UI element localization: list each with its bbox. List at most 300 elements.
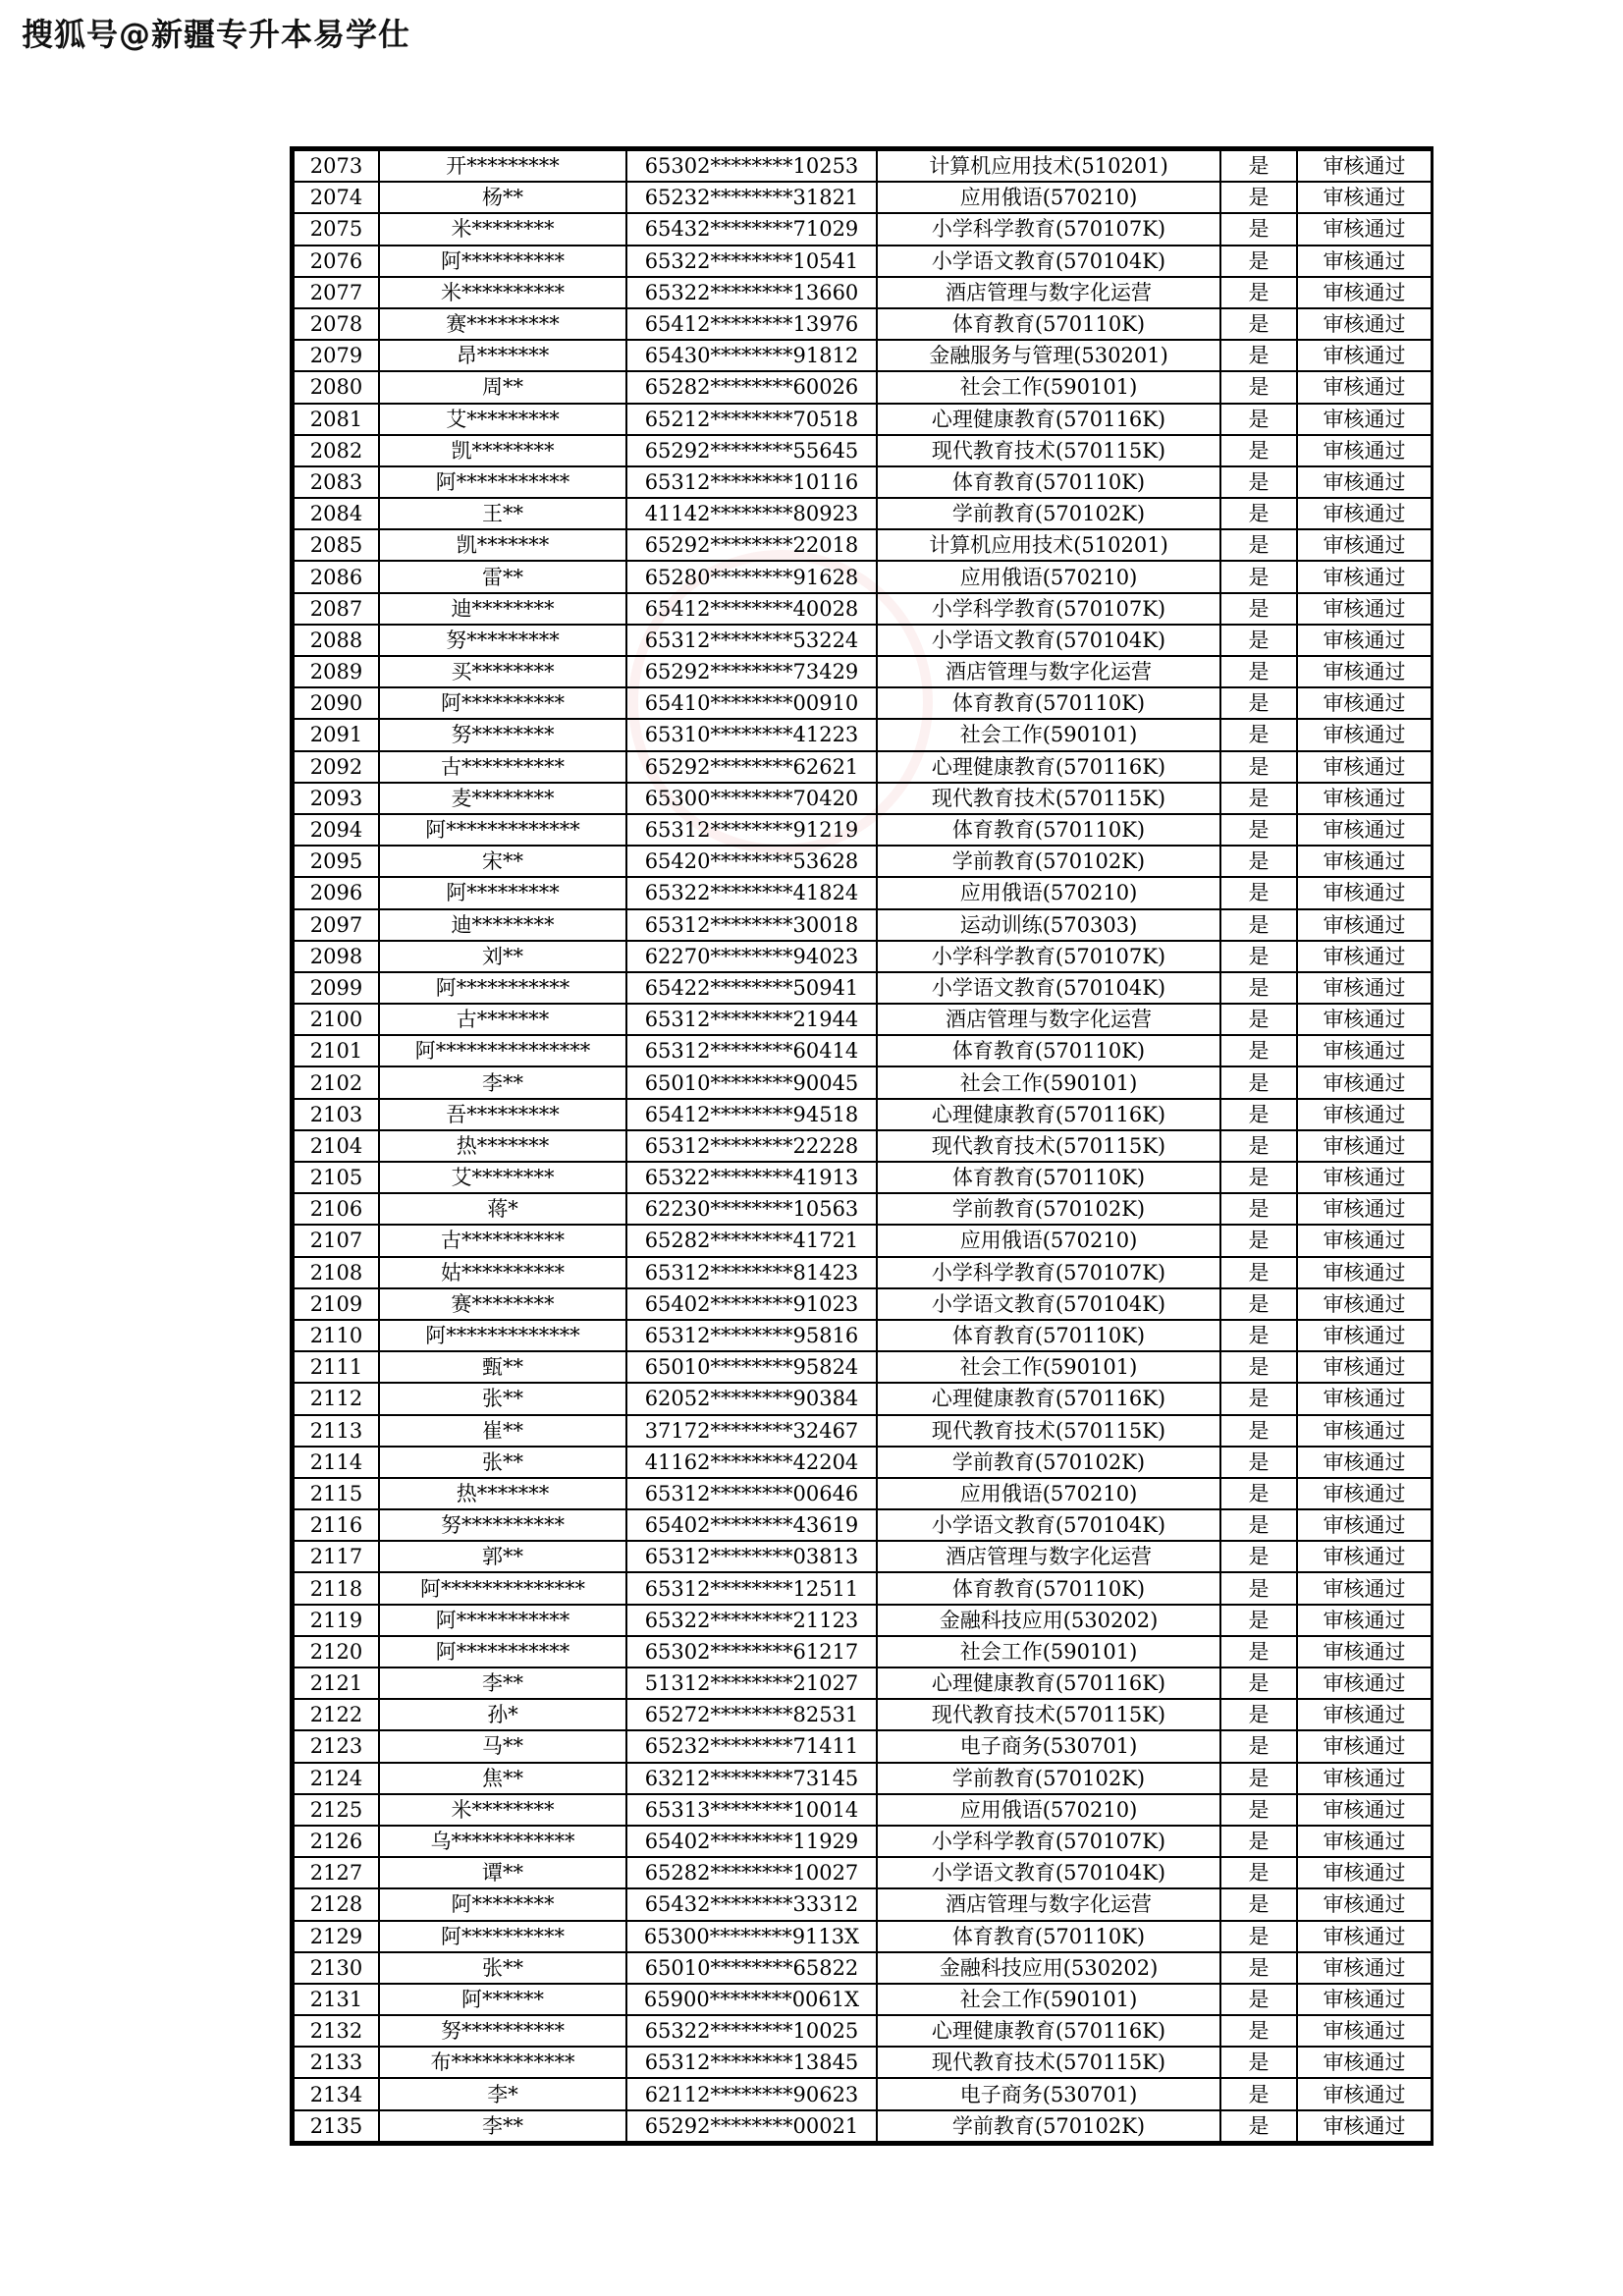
flag-cell: 是	[1220, 308, 1297, 340]
id-number-cell: 65432********33312	[626, 1888, 877, 1920]
flag-cell: 是	[1220, 1225, 1297, 1256]
table-row	[294, 246, 1432, 277]
major-cell: 酒店管理与数字化运营	[877, 656, 1220, 687]
major-cell: 体育教育(570110K)	[877, 1572, 1220, 1604]
status-cell: 审核通过	[1297, 656, 1432, 687]
status-cell: 审核通过	[1297, 1921, 1432, 1952]
id-number-cell: 65300********9113X	[626, 1921, 877, 1952]
name-cell: 张**	[379, 1383, 626, 1414]
status-cell: 审核通过	[1297, 246, 1432, 277]
flag-cell: 是	[1220, 1478, 1297, 1509]
name-cell: 张**	[379, 1952, 626, 1984]
seq-cell: 2127	[294, 1857, 379, 1888]
id-number-cell: 65312********13845	[626, 2047, 877, 2078]
flag-cell: 是	[1220, 1257, 1297, 1288]
table-row	[294, 308, 1432, 340]
flag-cell: 是	[1220, 340, 1297, 371]
seq-cell: 2121	[294, 1667, 379, 1699]
seq-cell: 2103	[294, 1099, 379, 1130]
flag-cell: 是	[1220, 719, 1297, 750]
name-cell: 王**	[379, 498, 626, 529]
seq-cell: 2082	[294, 435, 379, 466]
flag-cell: 是	[1220, 1605, 1297, 1636]
name-cell: 艾********	[379, 1162, 626, 1193]
table-row	[294, 1699, 1432, 1730]
seq-cell: 2122	[294, 1699, 379, 1730]
status-cell: 审核通过	[1297, 1478, 1432, 1509]
seq-cell: 2076	[294, 246, 379, 277]
major-cell: 运动训练(570303)	[877, 909, 1220, 941]
major-cell: 社会工作(590101)	[877, 719, 1220, 750]
status-cell: 审核通过	[1297, 783, 1432, 814]
status-cell: 审核通过	[1297, 2078, 1432, 2109]
name-cell: 艾*********	[379, 404, 626, 435]
name-cell: 张**	[379, 1447, 626, 1478]
flag-cell: 是	[1220, 1130, 1297, 1162]
id-number-cell: 65900********0061X	[626, 1984, 877, 2015]
seq-cell: 2073	[294, 150, 379, 182]
id-number-cell: 65312********30018	[626, 909, 877, 941]
major-cell: 酒店管理与数字化运营	[877, 1888, 1220, 1920]
id-number-cell: 51312********21027	[626, 1667, 877, 1699]
id-number-cell: 65280********91628	[626, 561, 877, 592]
major-cell: 应用俄语(570210)	[877, 1478, 1220, 1509]
major-cell: 体育教育(570110K)	[877, 1320, 1220, 1351]
name-cell: 崔**	[379, 1415, 626, 1447]
id-number-cell: 65292********62621	[626, 751, 877, 783]
id-number-cell: 65300********70420	[626, 783, 877, 814]
flag-cell: 是	[1220, 1320, 1297, 1351]
status-cell: 审核通过	[1297, 213, 1432, 245]
seq-cell: 2104	[294, 1130, 379, 1162]
table-row	[294, 1415, 1432, 1447]
flag-cell: 是	[1220, 1099, 1297, 1130]
major-cell: 社会工作(590101)	[877, 1636, 1220, 1667]
seq-cell: 2120	[294, 1636, 379, 1667]
status-cell: 审核通过	[1297, 1541, 1432, 1572]
id-number-cell: 65292********00021	[626, 2110, 877, 2142]
status-cell: 审核通过	[1297, 1572, 1432, 1604]
table-row	[294, 972, 1432, 1004]
flag-cell: 是	[1220, 1921, 1297, 1952]
name-cell: 郭**	[379, 1541, 626, 1572]
seq-cell: 2081	[294, 404, 379, 435]
name-cell: 阿********	[379, 1888, 626, 1920]
id-number-cell: 65312********12511	[626, 1572, 877, 1604]
name-cell: 阿*************	[379, 1320, 626, 1351]
name-cell: 赛*********	[379, 308, 626, 340]
id-number-cell: 65322********41824	[626, 877, 877, 908]
status-cell: 审核通过	[1297, 1193, 1432, 1225]
name-cell: 迪********	[379, 909, 626, 941]
table-row	[294, 687, 1432, 719]
seq-cell: 2110	[294, 1320, 379, 1351]
table-row	[294, 1636, 1432, 1667]
flag-cell: 是	[1220, 1699, 1297, 1730]
seq-cell: 2085	[294, 529, 379, 561]
status-cell: 审核通过	[1297, 1888, 1432, 1920]
status-cell: 审核通过	[1297, 2015, 1432, 2047]
flag-cell: 是	[1220, 2078, 1297, 2109]
seq-cell: 2078	[294, 308, 379, 340]
major-cell: 现代教育技术(570115K)	[877, 435, 1220, 466]
status-cell: 审核通过	[1297, 561, 1432, 592]
flag-cell: 是	[1220, 1857, 1297, 1888]
id-number-cell: 65402********11929	[626, 1826, 877, 1857]
flag-cell: 是	[1220, 1509, 1297, 1541]
major-cell: 小学语文教育(570104K)	[877, 1857, 1220, 1888]
flag-cell: 是	[1220, 404, 1297, 435]
major-cell: 小学科学教育(570107K)	[877, 1257, 1220, 1288]
flag-cell: 是	[1220, 877, 1297, 908]
id-number-cell: 62112********90623	[626, 2078, 877, 2109]
status-cell: 审核通过	[1297, 719, 1432, 750]
status-cell: 审核通过	[1297, 2110, 1432, 2142]
major-cell: 小学科学教育(570107K)	[877, 941, 1220, 972]
major-cell: 计算机应用技术(510201)	[877, 150, 1220, 182]
table-row	[294, 1130, 1432, 1162]
table-row	[294, 435, 1432, 466]
name-cell: 开*********	[379, 150, 626, 182]
major-cell: 学前教育(570102K)	[877, 1447, 1220, 1478]
flag-cell: 是	[1220, 1763, 1297, 1794]
table-row	[294, 719, 1432, 750]
status-cell: 审核通过	[1297, 1415, 1432, 1447]
name-cell: 努*********	[379, 625, 626, 656]
flag-cell: 是	[1220, 561, 1297, 592]
table-row	[294, 751, 1432, 783]
flag-cell: 是	[1220, 1572, 1297, 1604]
name-cell: 古*******	[379, 1004, 626, 1035]
seq-cell: 2091	[294, 719, 379, 750]
major-cell: 体育教育(570110K)	[877, 466, 1220, 498]
flag-cell: 是	[1220, 909, 1297, 941]
major-cell: 金融科技应用(530202)	[877, 1952, 1220, 1984]
name-cell: 阿***************	[379, 1035, 626, 1066]
flag-cell: 是	[1220, 751, 1297, 783]
seq-cell: 2105	[294, 1162, 379, 1193]
table-row	[294, 1667, 1432, 1699]
flag-cell: 是	[1220, 625, 1297, 656]
table-body	[294, 150, 1432, 2142]
name-cell: 阿**********	[379, 1921, 626, 1952]
seq-cell: 2111	[294, 1351, 379, 1383]
id-number-cell: 65312********91219	[626, 814, 877, 846]
name-cell: 阿*************	[379, 814, 626, 846]
major-cell: 体育教育(570110K)	[877, 1035, 1220, 1066]
flag-cell: 是	[1220, 1826, 1297, 1857]
table-row	[294, 1509, 1432, 1541]
id-number-cell: 65312********03813	[626, 1541, 877, 1572]
id-number-cell: 65282********10027	[626, 1857, 877, 1888]
major-cell: 小学科学教育(570107K)	[877, 213, 1220, 245]
name-cell: 乌************	[379, 1826, 626, 1857]
major-cell: 社会工作(590101)	[877, 1351, 1220, 1383]
major-cell: 心理健康教育(570116K)	[877, 1099, 1220, 1130]
table-row	[294, 1952, 1432, 1984]
seq-cell: 2108	[294, 1257, 379, 1288]
name-cell: 阿**********	[379, 687, 626, 719]
flag-cell: 是	[1220, 1447, 1297, 1478]
flag-cell: 是	[1220, 1952, 1297, 1984]
major-cell: 学前教育(570102K)	[877, 2110, 1220, 2142]
table-row	[294, 1794, 1432, 1826]
major-cell: 电子商务(530701)	[877, 1730, 1220, 1762]
id-number-cell: 41142********80923	[626, 498, 877, 529]
status-cell: 审核通过	[1297, 1763, 1432, 1794]
flag-cell: 是	[1220, 1004, 1297, 1035]
id-number-cell: 65322********21123	[626, 1605, 877, 1636]
flag-cell: 是	[1220, 2015, 1297, 2047]
id-number-cell: 62270********94023	[626, 941, 877, 972]
flag-cell: 是	[1220, 2110, 1297, 2142]
seq-cell: 2079	[294, 340, 379, 371]
id-number-cell: 65422********50941	[626, 972, 877, 1004]
table-row	[294, 277, 1432, 308]
status-cell: 审核通过	[1297, 182, 1432, 213]
table-row	[294, 1383, 1432, 1414]
major-cell: 酒店管理与数字化运营	[877, 1541, 1220, 1572]
table-row	[294, 371, 1432, 403]
status-cell: 审核通过	[1297, 1320, 1432, 1351]
seq-cell: 2131	[294, 1984, 379, 2015]
id-number-cell: 65232********71411	[626, 1730, 877, 1762]
id-number-cell: 65312********53224	[626, 625, 877, 656]
major-cell: 心理健康教育(570116K)	[877, 751, 1220, 783]
seq-cell: 2094	[294, 814, 379, 846]
major-cell: 应用俄语(570210)	[877, 182, 1220, 213]
name-cell: 凯********	[379, 435, 626, 466]
major-cell: 酒店管理与数字化运营	[877, 277, 1220, 308]
status-cell: 审核通过	[1297, 1447, 1432, 1478]
table-row	[294, 498, 1432, 529]
flag-cell: 是	[1220, 1415, 1297, 1447]
seq-cell: 2128	[294, 1888, 379, 1920]
name-cell: 阿******	[379, 1984, 626, 2015]
name-cell: 阿***********	[379, 972, 626, 1004]
major-cell: 学前教育(570102K)	[877, 846, 1220, 877]
seq-cell: 2080	[294, 371, 379, 403]
major-cell: 心理健康教育(570116K)	[877, 1383, 1220, 1414]
major-cell: 体育教育(570110K)	[877, 1921, 1220, 1952]
table-row	[294, 1826, 1432, 1857]
seq-cell: 2125	[294, 1794, 379, 1826]
id-number-cell: 65312********22228	[626, 1130, 877, 1162]
table-row	[294, 909, 1432, 941]
id-number-cell: 65322********13660	[626, 277, 877, 308]
seq-cell: 2126	[294, 1826, 379, 1857]
major-cell: 社会工作(590101)	[877, 371, 1220, 403]
id-number-cell: 65322********41913	[626, 1162, 877, 1193]
flag-cell: 是	[1220, 1730, 1297, 1762]
table-row	[294, 213, 1432, 245]
major-cell: 心理健康教育(570116K)	[877, 1667, 1220, 1699]
status-cell: 审核通过	[1297, 1004, 1432, 1035]
status-cell: 审核通过	[1297, 1225, 1432, 1256]
name-cell: 吾*********	[379, 1099, 626, 1130]
name-cell: 阿***********	[379, 1636, 626, 1667]
flag-cell: 是	[1220, 1984, 1297, 2015]
name-cell: 赛********	[379, 1288, 626, 1320]
flag-cell: 是	[1220, 498, 1297, 529]
major-cell: 小学语文教育(570104K)	[877, 972, 1220, 1004]
seq-cell: 2114	[294, 1447, 379, 1478]
major-cell: 应用俄语(570210)	[877, 877, 1220, 908]
major-cell: 学前教育(570102K)	[877, 498, 1220, 529]
major-cell: 社会工作(590101)	[877, 1984, 1220, 2015]
seq-cell: 2107	[294, 1225, 379, 1256]
flag-cell: 是	[1220, 435, 1297, 466]
major-cell: 现代教育技术(570115K)	[877, 2047, 1220, 2078]
seq-cell: 2119	[294, 1605, 379, 1636]
flag-cell: 是	[1220, 246, 1297, 277]
name-cell: 蒋*	[379, 1193, 626, 1225]
id-number-cell: 65313********10014	[626, 1794, 877, 1826]
id-number-cell: 65322********10541	[626, 246, 877, 277]
seq-cell: 2118	[294, 1572, 379, 1604]
status-cell: 审核通过	[1297, 877, 1432, 908]
status-cell: 审核通过	[1297, 1257, 1432, 1288]
table-row	[294, 1888, 1432, 1920]
id-number-cell: 65232********31821	[626, 182, 877, 213]
table-row	[294, 1447, 1432, 1478]
source-watermark: 搜狐号@新疆专升本易学仕	[22, 16, 411, 53]
table-row	[294, 1605, 1432, 1636]
table-row	[294, 1857, 1432, 1888]
table-row	[294, 1257, 1432, 1288]
status-cell: 审核通过	[1297, 529, 1432, 561]
status-cell: 审核通过	[1297, 1857, 1432, 1888]
id-number-cell: 65272********82531	[626, 1699, 877, 1730]
id-number-cell: 65402********43619	[626, 1509, 877, 1541]
id-number-cell: 65410********00910	[626, 687, 877, 719]
seq-cell: 2124	[294, 1763, 379, 1794]
status-cell: 审核通过	[1297, 1509, 1432, 1541]
status-cell: 审核通过	[1297, 972, 1432, 1004]
status-cell: 审核通过	[1297, 1667, 1432, 1699]
table-row	[294, 656, 1432, 687]
seq-cell: 2093	[294, 783, 379, 814]
table-row	[294, 150, 1432, 182]
id-number-cell: 65292********22018	[626, 529, 877, 561]
table-row	[294, 1288, 1432, 1320]
flag-cell: 是	[1220, 687, 1297, 719]
major-cell: 小学科学教育(570107K)	[877, 593, 1220, 625]
seq-cell: 2100	[294, 1004, 379, 1035]
name-cell: 阿**********	[379, 246, 626, 277]
seq-cell: 2134	[294, 2078, 379, 2109]
table-row	[294, 593, 1432, 625]
major-cell: 计算机应用技术(510201)	[877, 529, 1220, 561]
status-cell: 审核通过	[1297, 1730, 1432, 1762]
name-cell: 米********	[379, 213, 626, 245]
table-row	[294, 1984, 1432, 2015]
major-cell: 体育教育(570110K)	[877, 687, 1220, 719]
name-cell: 古**********	[379, 751, 626, 783]
id-number-cell: 65310********41223	[626, 719, 877, 750]
name-cell: 热*******	[379, 1130, 626, 1162]
flag-cell: 是	[1220, 814, 1297, 846]
table-row	[294, 1921, 1432, 1952]
status-cell: 审核通过	[1297, 1099, 1432, 1130]
id-number-cell: 65282********60026	[626, 371, 877, 403]
major-cell: 应用俄语(570210)	[877, 1794, 1220, 1826]
table-row	[294, 783, 1432, 814]
flag-cell: 是	[1220, 150, 1297, 182]
table-row	[294, 1730, 1432, 1762]
table-row	[294, 1099, 1432, 1130]
flag-cell: 是	[1220, 593, 1297, 625]
status-cell: 审核通过	[1297, 941, 1432, 972]
table-row	[294, 2047, 1432, 2078]
id-number-cell: 65212********70518	[626, 404, 877, 435]
name-cell: 李**	[379, 2110, 626, 2142]
name-cell: 阿***********	[379, 466, 626, 498]
name-cell: 米**********	[379, 277, 626, 308]
seq-cell: 2113	[294, 1415, 379, 1447]
name-cell: 宋**	[379, 846, 626, 877]
status-cell: 审核通过	[1297, 1605, 1432, 1636]
seq-cell: 2089	[294, 656, 379, 687]
seq-cell: 2077	[294, 277, 379, 308]
id-number-cell: 62230********10563	[626, 1193, 877, 1225]
status-cell: 审核通过	[1297, 846, 1432, 877]
seq-cell: 2133	[294, 2047, 379, 2078]
flag-cell: 是	[1220, 1667, 1297, 1699]
approval-table	[290, 146, 1434, 2146]
flag-cell: 是	[1220, 783, 1297, 814]
name-cell: 雷**	[379, 561, 626, 592]
major-cell: 应用俄语(570210)	[877, 561, 1220, 592]
flag-cell: 是	[1220, 1383, 1297, 1414]
major-cell: 心理健康教育(570116K)	[877, 2015, 1220, 2047]
seq-cell: 2109	[294, 1288, 379, 1320]
table-row	[294, 2078, 1432, 2109]
seq-cell: 2135	[294, 2110, 379, 2142]
id-number-cell: 65322********10025	[626, 2015, 877, 2047]
major-cell: 小学语文教育(570104K)	[877, 1288, 1220, 1320]
seq-cell: 2088	[294, 625, 379, 656]
id-number-cell: 65420********53628	[626, 846, 877, 877]
status-cell: 审核通过	[1297, 466, 1432, 498]
status-cell: 审核通过	[1297, 1066, 1432, 1098]
flag-cell: 是	[1220, 1288, 1297, 1320]
major-cell: 现代教育技术(570115K)	[877, 783, 1220, 814]
name-cell: 昂*******	[379, 340, 626, 371]
status-cell: 审核通过	[1297, 1636, 1432, 1667]
name-cell: 姑**********	[379, 1257, 626, 1288]
id-number-cell: 65430********91812	[626, 340, 877, 371]
seq-cell: 2132	[294, 2015, 379, 2047]
seq-cell: 2086	[294, 561, 379, 592]
status-cell: 审核通过	[1297, 340, 1432, 371]
major-cell: 社会工作(590101)	[877, 1066, 1220, 1098]
major-cell: 酒店管理与数字化运营	[877, 1004, 1220, 1035]
table-row	[294, 1478, 1432, 1509]
status-cell: 审核通过	[1297, 814, 1432, 846]
seq-cell: 2101	[294, 1035, 379, 1066]
flag-cell: 是	[1220, 371, 1297, 403]
status-cell: 审核通过	[1297, 1288, 1432, 1320]
id-number-cell: 65312********00646	[626, 1478, 877, 1509]
table-row	[294, 814, 1432, 846]
status-cell: 审核通过	[1297, 1162, 1432, 1193]
flag-cell: 是	[1220, 2047, 1297, 2078]
name-cell: 凯*******	[379, 529, 626, 561]
status-cell: 审核通过	[1297, 1130, 1432, 1162]
id-number-cell: 63212********73145	[626, 1763, 877, 1794]
flag-cell: 是	[1220, 1541, 1297, 1572]
